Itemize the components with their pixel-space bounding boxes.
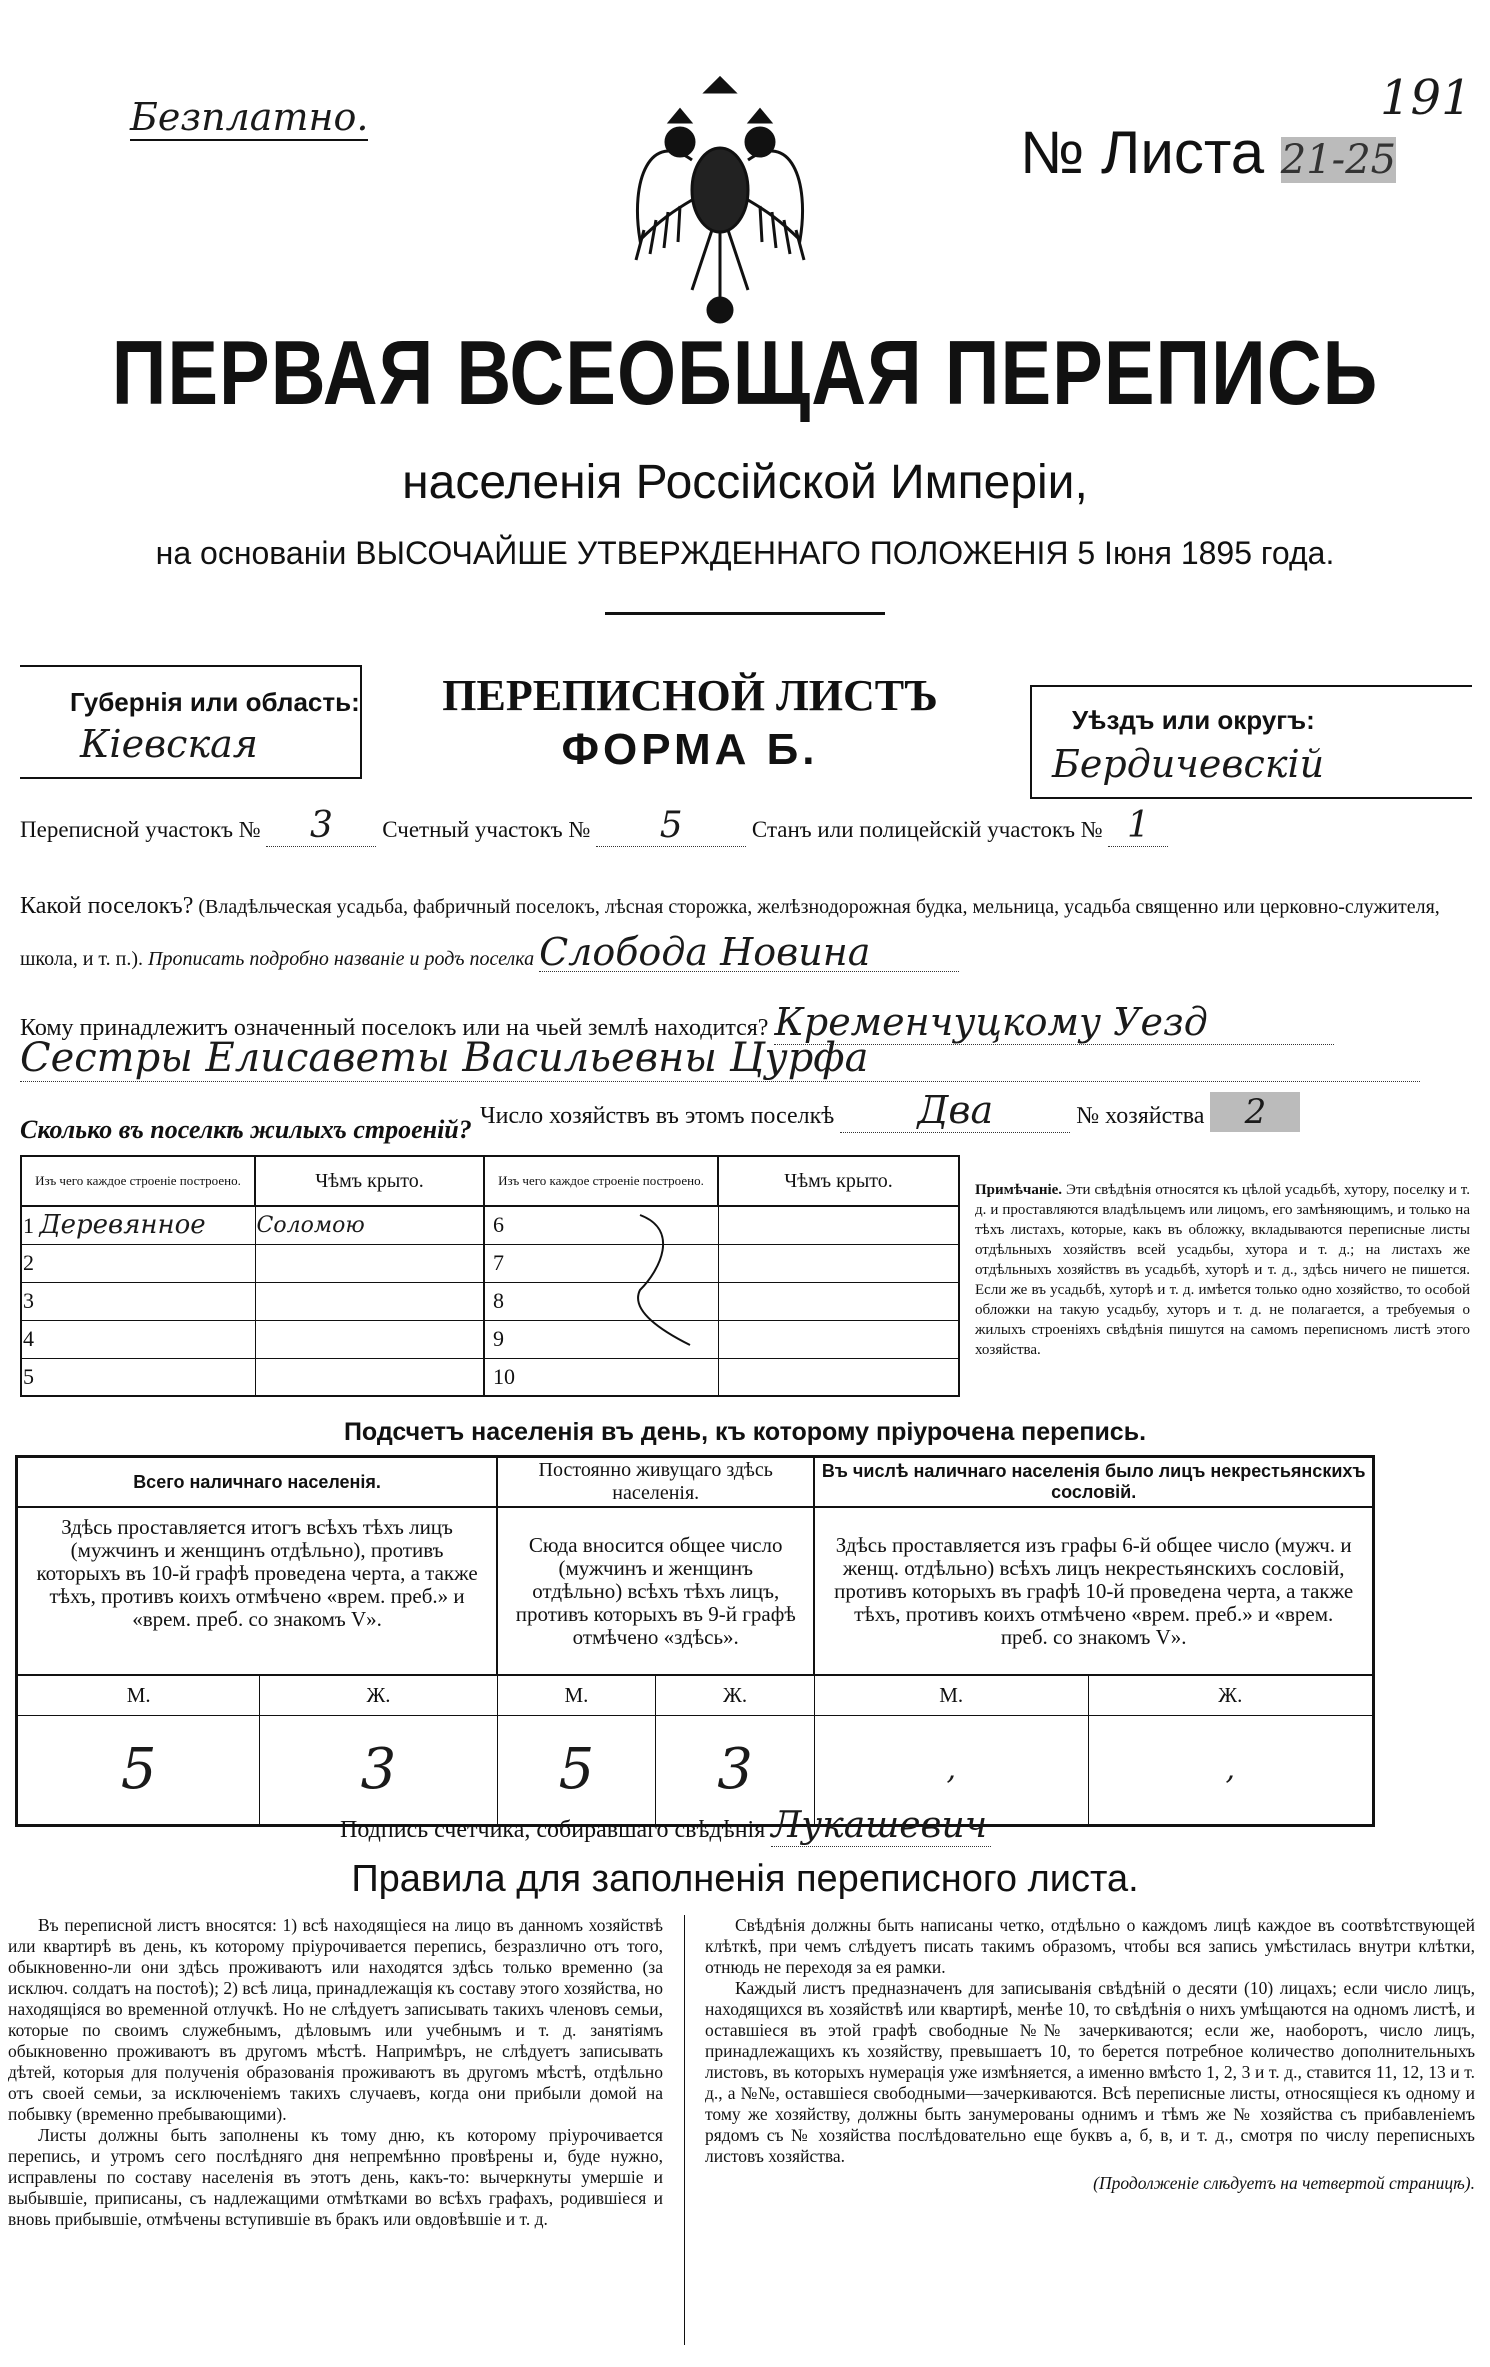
rules-left-p1: Въ переписной листъ вносятся: 1) всѣ находящіеся на лицо въ данномъ хозяйствѣ или квартирѣ въ день, къ которому пріурочивается перепись, безразлично отъ того, обыкновенно-ли они здѣсь проживаютъ или находятся здѣсь только временно (за исключ. солдатъ на постоѣ); 2) всѣ лица, принадлежащія къ составу этого хозяйства, но находящіяся во временной отлучкѣ. Но не слѣдуетъ записывать такихъ членовъ семьи, которые по своимъ служебнымъ, дѣловымъ или учебнымъ и т. д. занятіямъ обыкновенно проживаютъ въ другомъ мѣстѣ. Напримѣръ, не слѣдуетъ записывать дѣтей, которыя для полученія образованія проживаютъ въ другомъ мѣстѣ, отдѣльно отъ своей семьи, за исключеніемъ такихъ случаевъ, когда они прибыли домой на побывку (временно пребывающими). xyxy=(8,1915,663,2124)
col3-text: Здѣсь проставляется изъ графы 6-й общее число (мужч. и женщ. отдѣльно) всѣхъ лицъ некрестьянскихъ сословій, противъ которыхъ въ графѣ 10-й проведена черта, а также тѣхъ, противъ коихъ отмѣчено «врем. преб.» и «врем. преб. со знакомъ V». xyxy=(814,1507,1373,1675)
row-num: 1 xyxy=(23,1213,34,1239)
owner-value-2: Сестры Елисаветы Васильевны Цурфа xyxy=(20,1035,1420,1082)
row-num: 2 xyxy=(21,1244,255,1282)
signature-label: Подпись счетчика, собиравшаго свѣдѣнія xyxy=(340,1817,766,1843)
rules-right-p1: Свѣдѣнія должны быть написаны четко, отдѣльно о каждомъ лицѣ каждое въ соотвѣтствующей клѣткѣ, при чемъ слѣдуетъ писать такимъ образомъ, чтобы вся запись умѣстилась внутри клѣтки, отнюдь не переходя за ея рамки. xyxy=(705,1915,1475,1977)
households-value: Два xyxy=(840,1088,1070,1133)
free-label: Безплатно. xyxy=(130,95,369,139)
col-material: Изъ чего каждое строеніе построено. xyxy=(21,1156,255,1206)
m-label: М. xyxy=(17,1675,260,1715)
col-roof-2: Чѣмъ крыто. xyxy=(718,1156,959,1206)
district-box xyxy=(1030,685,1472,799)
col3-m-value: , xyxy=(814,1715,1088,1825)
rules-continued: (Продолженіе слѣдуетъ на четвертой страницѣ). xyxy=(1093,2173,1475,2193)
buildings-question: Сколько въ поселкѣ жилыхъ строеній? xyxy=(20,1115,472,1144)
household-no-label: № хозяйства xyxy=(1076,1103,1205,1129)
signature-value: Лукашевич xyxy=(771,1805,991,1847)
col1-text: Здѣсь проставляется итогъ всѣхъ тѣхъ лицъ (мужчинъ и женщинъ отдѣльно), противъ которыхъ въ 10-й графѣ проведена черта, а также тѣхъ, противъ коихъ отмѣчено «врем. преб.» и «врем. преб. со знакомъ V». xyxy=(17,1507,498,1675)
table-row xyxy=(21,1358,959,1396)
col3-title: Въ числѣ наличнаго населенія было лицъ некрестьянскихъ сословій. xyxy=(814,1457,1373,1508)
signature-row xyxy=(340,1805,991,1847)
row-num: 4 xyxy=(21,1320,255,1358)
row-num: 9 xyxy=(484,1320,718,1358)
row-num: 5 xyxy=(21,1358,255,1396)
row-num: 3 xyxy=(21,1282,255,1320)
sheet-number xyxy=(1020,118,1396,187)
rules-left-p2: Листы должны быть заполнены къ тому дню, къ которому пріурочивается перепись, и утромъ сего послѣдняго дня непремѣнно провѣрены и, буде нужно, исправлены по составу населенія въ этотъ день, какъ-то: вычеркнуты умершіе и выбывшіе, приписаны, съ надлежащими отмѣтками во всѣхъ графахъ, родившіеся и вновь прибывшіе, отмѣчены вступившіе въ бракъ или овдовѣвшіе и т. д. xyxy=(8,2125,663,2229)
rules-column-divider xyxy=(684,1915,685,2345)
count-district-value: 5 xyxy=(596,805,746,847)
settlement-label: Какой поселокъ? xyxy=(20,893,194,919)
basis-pre: на основаніи xyxy=(155,535,347,571)
district-label: Уѣздъ или округъ: xyxy=(1072,705,1315,735)
population-heading: Подсчетъ населенія въ день, къ которому пріурочена перепись. xyxy=(343,1418,1147,1446)
row-num: 6 xyxy=(484,1206,718,1244)
col3-f-value: , xyxy=(1088,1715,1373,1825)
row-num: 8 xyxy=(484,1282,718,1320)
province-box xyxy=(20,665,362,779)
settlement-value: Слобода Новина xyxy=(539,933,959,972)
table-row xyxy=(21,1320,959,1358)
roof-value: Соломою xyxy=(255,1206,484,1244)
buildings-table xyxy=(20,1155,960,1397)
household-no-value: 2 xyxy=(1210,1092,1300,1132)
col2-m-value: 5 xyxy=(497,1715,656,1825)
f-label: Ж. xyxy=(1088,1675,1373,1715)
rules-left xyxy=(8,1915,663,2230)
archive-number: 191 xyxy=(1380,70,1472,126)
note-title: Примѣчаніе. xyxy=(975,1182,1063,1198)
province-value: Кіевская xyxy=(80,722,258,766)
row-num: 7 xyxy=(484,1244,718,1282)
census-district-row xyxy=(20,805,1470,847)
material-value: Деревянное xyxy=(39,1210,206,1241)
col2-text: Сюда вносится общее число (мужчинъ и женщинъ отдѣльно) всѣхъ тѣхъ лицъ, противъ которыхъ въ 9-й графѣ отмѣчено «здѣсь». xyxy=(497,1507,814,1675)
stan-value: 1 xyxy=(1108,805,1168,847)
col-roof: Чѣмъ крыто. xyxy=(255,1156,484,1206)
district-value: Бердичевскій xyxy=(1052,742,1325,786)
note-text: Эти свѣдѣнія относятся къ цѣлой усадьбѣ, хутору, поселку и т. д. и проставляются владѣльцемъ или лицомъ, его замѣняющимъ, и только на тѣхъ листахъ, которые, какъ въ обложку, вкладываются переписные листы отдѣльныхъ хозяйствъ всей усадьбы, хутора и т. д.; на листахъ же отдѣльныхъ хозяйствъ въ усадьбѣ, хуторѣ и т. д., здѣсь ничего не пишется. Если же въ усадьбѣ, хуторѣ и т. д. имѣется только одно хозяйство, то особой обложки на такую усадьбу, хуторъ и т. д. не полагается, а требуемыя о жилыхъ строеніяхъ свѣдѣнія пишутся на самомъ переписномъ листѣ этого хозяйства. xyxy=(975,1182,1470,1358)
col-material-2: Изъ чего каждое строеніе построено. xyxy=(484,1156,718,1206)
table-row xyxy=(21,1206,959,1244)
m-label: М. xyxy=(814,1675,1088,1715)
row-num: 10 xyxy=(484,1358,718,1396)
settlement-instruction: Прописать подробно названіе и родъ поселка xyxy=(148,948,535,970)
settlement-hint: (Владѣльческая усадьба, фабричный поселокъ, лѣсная сторожка, желѣзнодорожная будка, мельница, усадьба священно или церковно-служителя, школа, и т. п.). xyxy=(20,896,1440,970)
table-row xyxy=(21,1282,959,1320)
owner-label: Кому принадлежитъ означенный поселокъ или на чьей землѣ находится? xyxy=(20,1015,769,1041)
basis-year: 1895 года. xyxy=(1180,535,1335,571)
page-title: ПЕРВАЯ ВСЕОБЩАЯ ПЕРЕПИСЬ xyxy=(111,322,1379,425)
col1-m-value: 5 xyxy=(17,1715,260,1825)
emblem-icon xyxy=(620,70,820,330)
rules-right-p2: Каждый листъ предназначенъ для записыванія свѣдѣній о десяти (10) лицахъ; если число лицъ, находящихся въ хозяйствѣ или квартирѣ, менѣе 10, то свѣдѣнія о нихъ умѣщаются на одномъ листѣ, и оставшіеся въ этой графѣ свободные №№ зачеркиваются; если же, наоборотъ, число лицъ, принадлежащихъ къ хозяйству, превышаетъ 10, то берется потребное количество дополнительныхъ листовъ, въ которыхъ нумерація уже измѣняется, а именно вмѣсто 1, 2, 3 и т. д., ставится 11, 12, 13 и т. д., а №№, оставшіеся свободными—зачеркиваются. Всѣ переписные листы, относящіеся къ одному и тому же хозяйству, должны быть занумерованы однимъ и тѣмъ же № хозяйства съ прибавленіемъ рядомъ съ № хозяйства послѣдовательно еще буквъ а, б, в, и т. д., смотря по числу переписныхъ листовъ хозяйства. xyxy=(705,1978,1475,2166)
households-label: Число хозяйствъ въ этомъ поселкѣ xyxy=(480,1103,835,1129)
households-row xyxy=(480,1088,1470,1133)
form-name: ФОРМА Б. xyxy=(561,725,819,774)
col1-title: Всего наличнаго населенія. xyxy=(17,1457,498,1508)
basis-caps: ВЫСОЧАЙШЕ УТВЕРЖДЕННАГО ПОЛОЖЕНІЯ 5 xyxy=(355,535,1096,571)
m-label: М. xyxy=(497,1675,656,1715)
rules-right xyxy=(705,1915,1475,2194)
basis-line xyxy=(0,535,1490,572)
form-heading: ПЕРЕПИСНОЙ ЛИСТЪ xyxy=(442,671,938,720)
province-label: Губернія или область: xyxy=(70,687,360,717)
table-row xyxy=(21,1244,959,1282)
col2-title: Постоянно живущаго здѣсь населенія. xyxy=(497,1457,814,1508)
population-table xyxy=(15,1455,1375,1827)
sheet-number-value: 21-25 xyxy=(1280,137,1397,183)
sheet-number-label: № Листа xyxy=(1020,119,1265,186)
census-district-label: Переписной участокъ № xyxy=(20,817,261,842)
handwritten-stroke xyxy=(620,1210,700,1355)
f-label: Ж. xyxy=(260,1675,497,1715)
f-label: Ж. xyxy=(656,1675,815,1715)
settlement-row xyxy=(20,880,1450,985)
buildings-note xyxy=(975,1180,1470,1360)
census-district-value: 3 xyxy=(266,805,376,847)
divider xyxy=(605,612,885,615)
stan-label: Станъ или полицейскій участокъ № xyxy=(751,817,1103,842)
basis-month: Іюня xyxy=(1104,535,1172,571)
col2-f-value: 3 xyxy=(656,1715,815,1825)
owner-value-1: Кременчуцкому Уезд xyxy=(774,1000,1334,1045)
count-district-label: Счетный участокъ № xyxy=(382,817,591,842)
col1-f-value: 3 xyxy=(260,1715,497,1825)
rules-heading: Правила для заполненія переписного листа. xyxy=(351,1858,1139,1900)
page-subtitle: населенія Россійской Имперіи, xyxy=(402,456,1088,509)
